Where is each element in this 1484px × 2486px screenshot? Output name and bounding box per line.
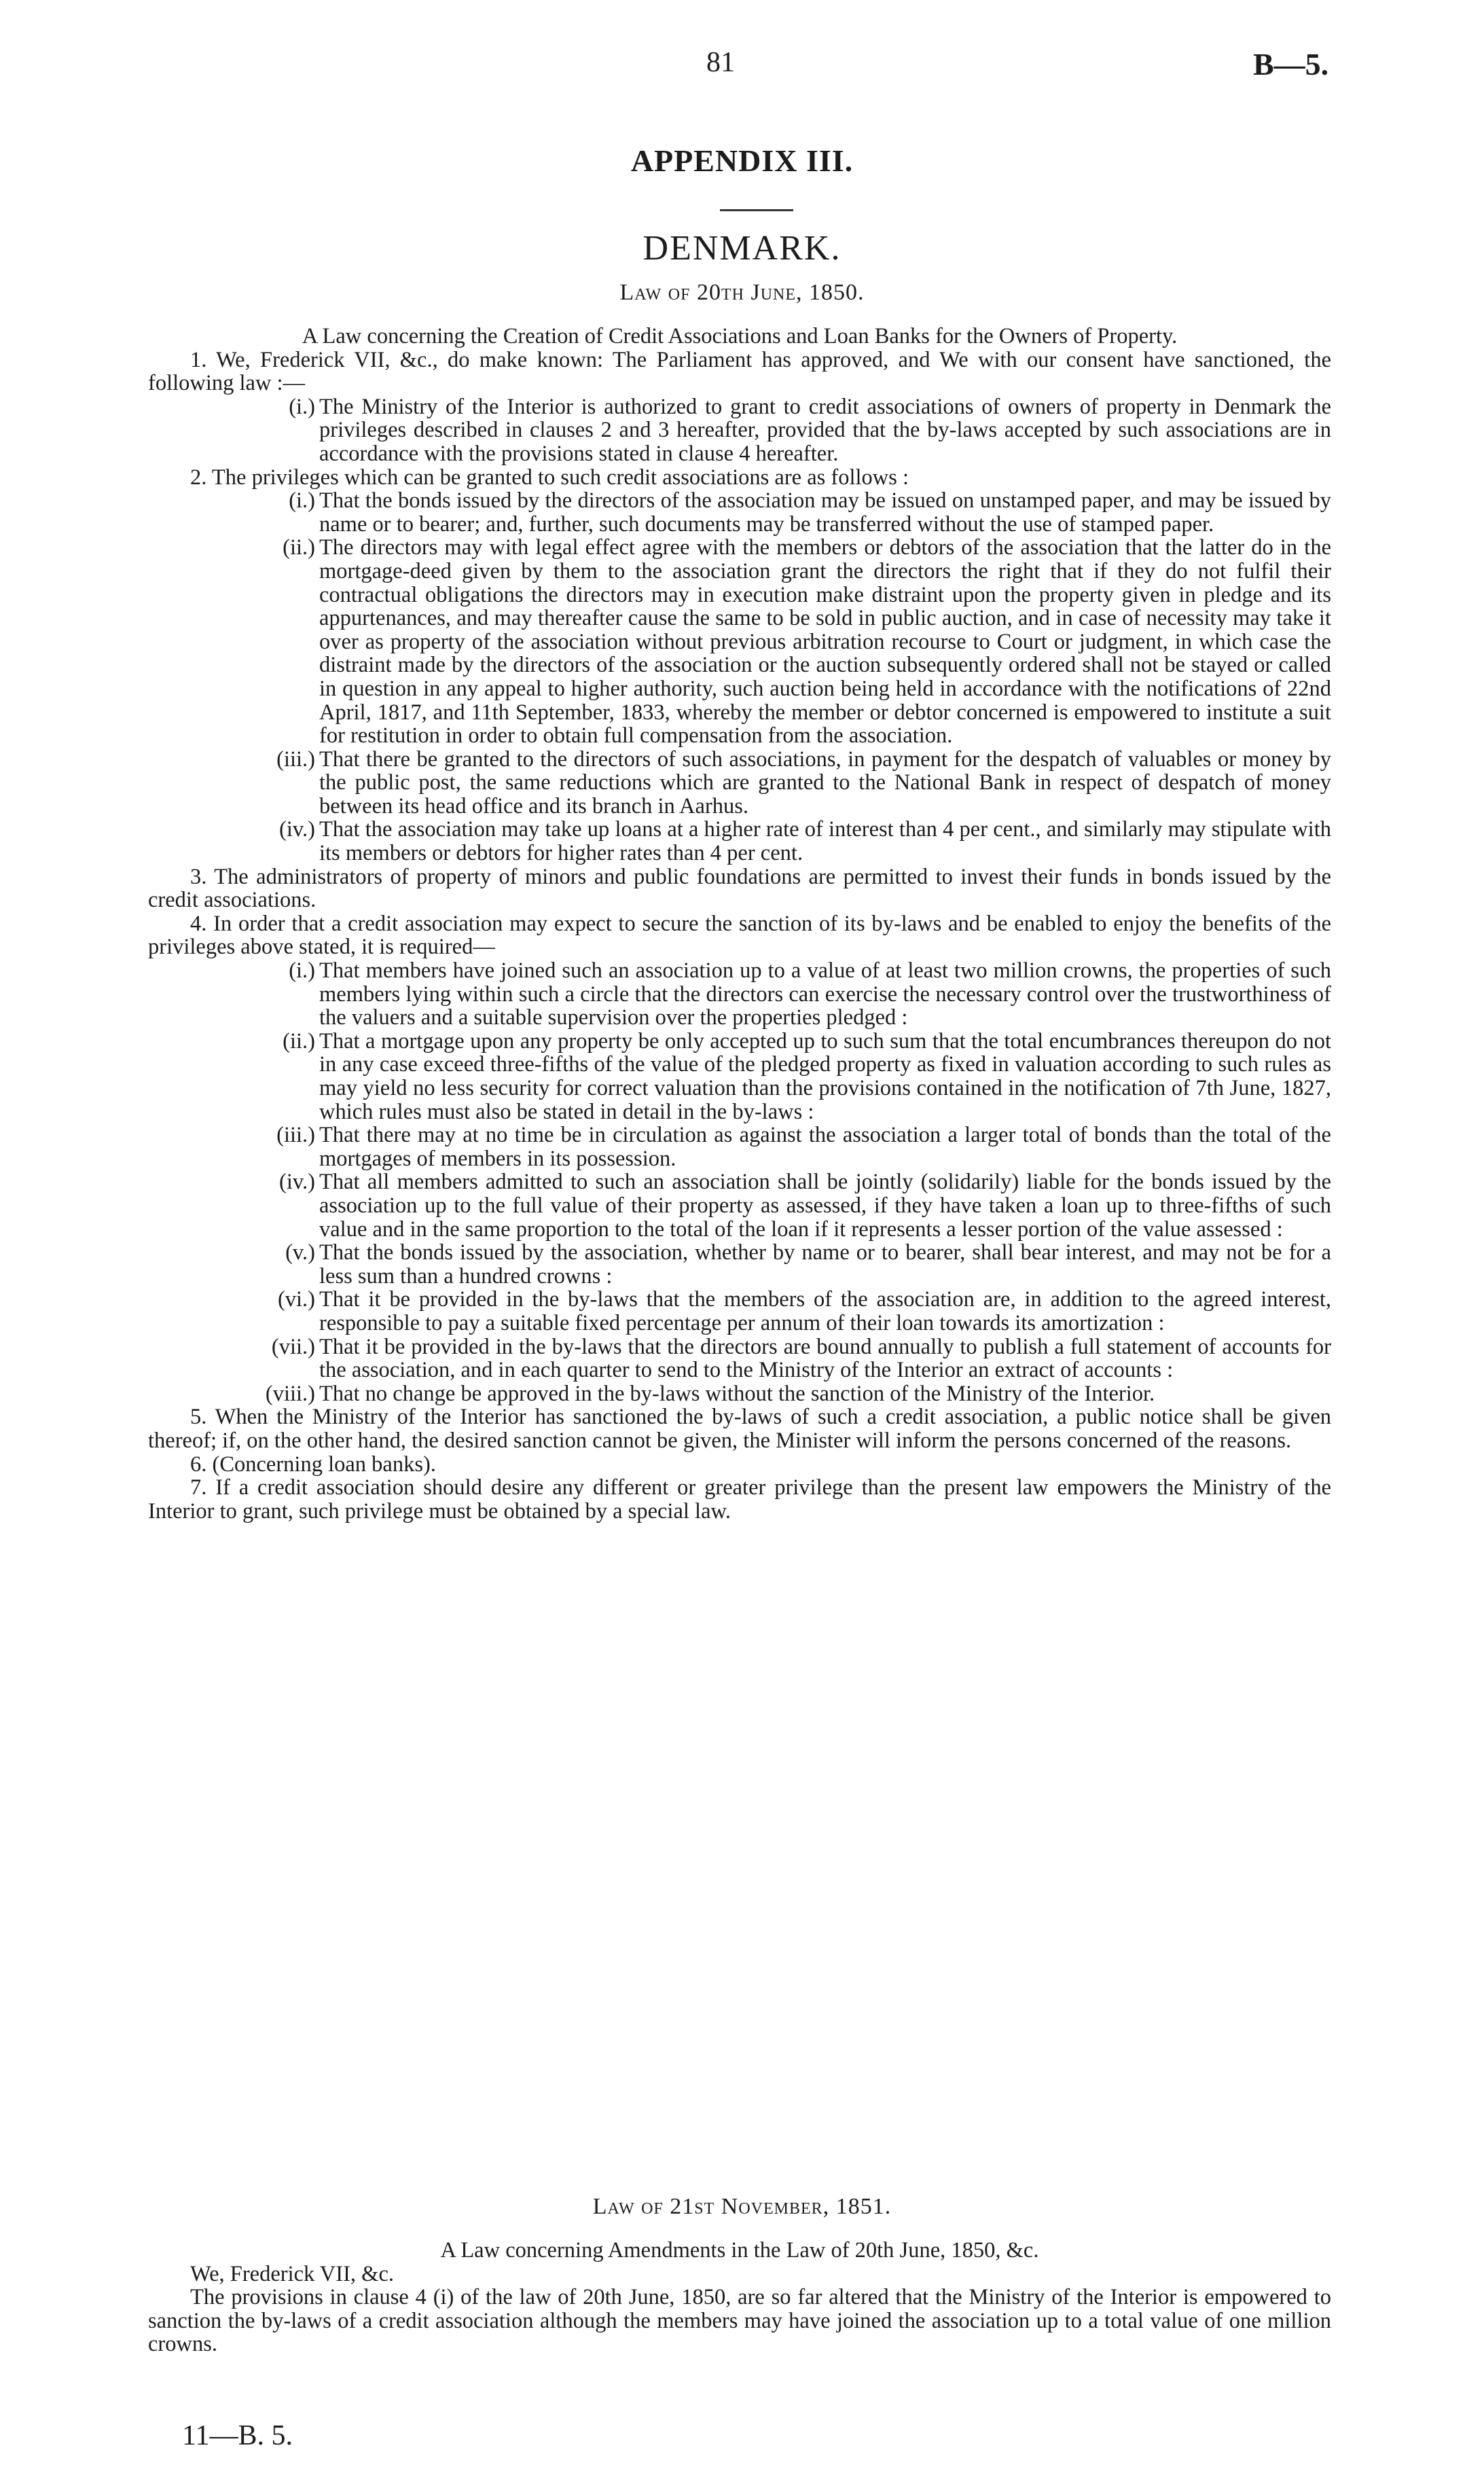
clause-4-v [148,1241,1331,1288]
clause-4-viii [148,1382,1331,1406]
clause-number: (ii.) [283,1028,315,1053]
law2-subtitle: A Law concerning Amendments in the Law of 20th June, 1850, &c. [440,2238,1039,2263]
appendix-title: APPENDIX III. [630,143,854,178]
clause-number: (iii.) [276,746,315,772]
document-reference: B—5. [1253,47,1329,82]
law1-subtitle: A Law concerning the Creation of Credit Associations and Loan Banks for the Owners of Property. [302,324,1178,348]
clause-text: That there may at no time be in circulation as against the association a larger total of bonds than the total of the mortgages of members in its possession. [319,1123,1331,1171]
clause-2-i [148,489,1331,536]
clause-number: (i.) [289,488,315,514]
section-6: 6. (Concerning loan banks). [190,1452,436,1477]
section-5: 5. When the Ministry of the Interior has sanctioned the by-laws of such a credit association, a public notice shall be given thereof; if, on the other hand, the desired sanction cannot be given, the Minister will inform the persons concerned of the reasons. [148,1405,1331,1453]
clause-2-iv [148,818,1331,865]
clause-text: That all members admitted to such an association shall be jointly (solidarily) liable for the bonds issued by the association up to the full value of their property as assessed, if they have taken a loan up to three-fifths of such value and in the same proportion to the total of the loan if it represents a lesser portion of the value assessed : [319,1170,1331,1242]
clause-number: (v.) [285,1240,315,1265]
footer-reference: 11—B. 5. [182,2420,293,2451]
clause-2-iii [148,748,1331,818]
law1-intro: 1. We, Frederick VII, &c., do make known: The Parliament has approved, and We with our consent have sanctioned, the following law :— [148,347,1331,396]
clause-number: (viii.) [265,1381,315,1406]
title-rule [720,209,793,211]
clause-text: That there be granted to the directors of such associations, in payment for the despatch of valuables or money by the public post, the same reductions which are granted to the National Bank in respect of despatch of money between its head office and its branch in Aarhus. [319,746,1331,818]
clause-text: That it be provided in the by-laws that the directors are bound annually to publish a full statement of accounts for the association, and in each quarter to send to the Ministry of the Interior an extract of accounts : [319,1334,1331,1383]
section-7: 7. If a credit association should desire any different or greater privilege than the present law empowers the Ministry of the Interior to grant, such privilege must be obtained by a special law. [148,1475,1331,1524]
law2-heading: Law of 21st November, 1851. [592,2194,892,2219]
section-3: 3. The administrators of property of minors and public foundations are permitted to invest their funds in bonds issued by the credit associations. [148,864,1331,913]
clause-text: That no change be approved in the by-laws without the sanction of the Ministry of the Interior. [319,1381,1155,1406]
law2-intro: We, Frederick VII, &c. [190,2261,395,2286]
page-number: 81 [706,47,735,78]
section-4-intro: 4. In order that a credit association may expect to secure the sanction of its by-laws and be enabled to enjoy the benefits of the privileges above stated, it is required— [148,911,1331,960]
clause-text: That a mortgage upon any property be only accepted up to such sum that the total encumbrances thereupon do not in any case exceed three-fifths of the value of the pledged property as fixed in valuation according to such rules as may yield no less security for correct valuation than the provisions contained in the notification of 7th June, 1827, which rules must also be stated in detail in the by-laws : [319,1028,1331,1124]
law2-body [148,2239,1331,2356]
clause-text: That the bonds issued by the association, whether by name or to bearer, shall bear interest, and may not be for a less sum than a hundred crowns : [319,1240,1331,1289]
clause-4-iv [148,1170,1331,1241]
clause-text: That the bonds issued by the directors of the association may be issued on unstamped paper, and may be issued by name or to bearer; and, further, such documents may be transferred without the use of stamped paper. [319,488,1331,537]
clause-number: (i.) [289,394,315,419]
clause-number: (iv.) [279,817,315,842]
clause-4-vii [148,1335,1331,1382]
clause-4-ii [148,1030,1331,1123]
clause-4-i [148,959,1331,1030]
law1-heading: Law of 20th June, 1850. [619,280,865,305]
clause-number: (vi.) [277,1287,315,1312]
clause-text: That the association may take up loans at a higher rate of interest than 4 per cent., and similarly may stipulate with its members or debtors for higher rates than 4 per cent. [319,817,1331,866]
clause-text: The directors may with legal effect agree with the members or debtors of the association that the latter do in the mortgage-deed given by them to the association grant the directors the right that if they do not fulfil their contractual obligations the directors may in execution make distraint upon the property given in pledge and its appurtenances, and may thereafter cause the same to be sold in public auction, and in case of necessity may take it over as property of the association without previous arbitration recourse to Court or judgment, in which case the distraint made by the directors of the association or the auction subsequently ordered shall not be stayed or called in question in any appeal to higher authority, such auction being held in accordance with the notifications of 22nd April, 1817, and 11th September, 1833, whereby the member or debtor concerned is empowered to institute a suit for restitution in order to obtain full compensation from the association. [319,535,1331,749]
clause-4-vi [148,1288,1331,1335]
clause-number: (iii.) [276,1123,315,1148]
clause-1-i [148,395,1331,466]
law2-text: The provisions in clause 4 (i) of the law of 20th June, 1850, are so far altered that the Ministry of the Interior is empowered to sanction the by-laws of a credit association although the members may have joined the association up to a total value of one million crowns. [148,2285,1331,2357]
clause-text: That it be provided in the by-laws that the members of the association are, in addition to the agreed interest, responsible to pay a suitable fixed percentage per annum of their loan towards its amortization : [319,1287,1331,1335]
law1-body [148,325,1331,1523]
clause-number: (iv.) [279,1170,315,1195]
section-2-intro: 2. The privileges which can be granted to such credit associations are as follows : [190,465,909,490]
clause-number: (i.) [289,958,315,984]
clause-number: (vii.) [271,1334,315,1359]
clause-number: (ii.) [283,535,315,560]
clause-2-ii [148,536,1331,747]
clause-4-iii [148,1123,1331,1170]
country-heading: DENMARK. [643,229,841,268]
clause-text: That members have joined such an association up to a value of at least two million crowns, the properties of such members lying within such a circle that the directors can exercise the necessary control over the trustworthiness of the valuers and a suitable supervision over the properties pledged : [319,958,1331,1030]
clause-text: The Ministry of the Interior is authorized to grant to credit associations of owners of property in Denmark the privileges described in clauses 2 and 3 hereafter, provided that the by-laws accepted by such associations are in accordance with the provisions stated in clause 4 hereafter. [319,394,1331,466]
